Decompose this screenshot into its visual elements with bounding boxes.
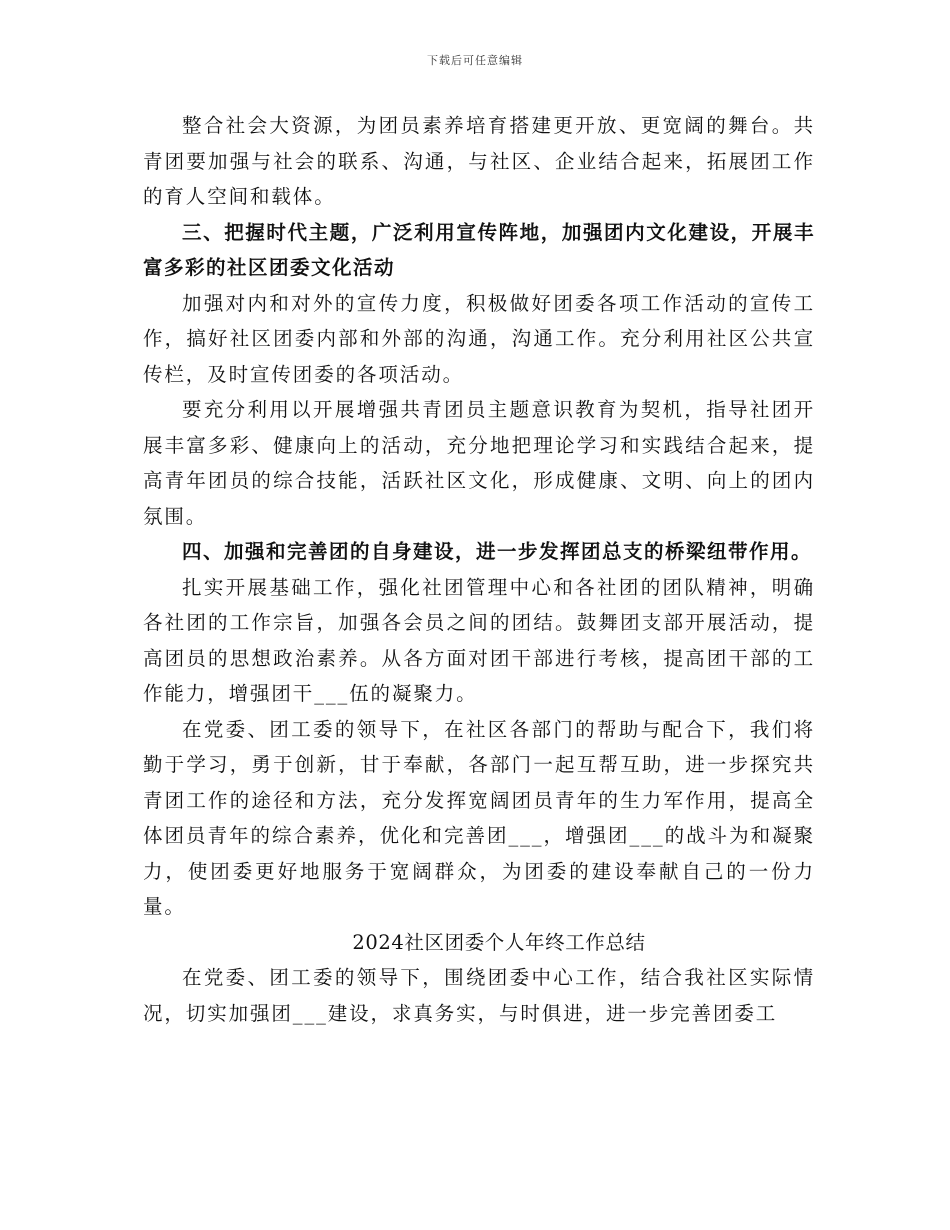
document-body: [143, 108, 815, 1031]
document-title: 2024社区团委个人年终工作总结: [352, 930, 646, 954]
paragraph-activities: 要充分利用以开展增强共青团员主题意识教育为契机，指导社团开展丰富多彩、健康向上的活动，充分地把理论学习和实践结合起来，提高青年团员的综合技能，活跃社区文化，形成健康、文明、向上的团内氛围。: [143, 398, 815, 528]
paragraph-publicity: 加强对内和对外的宣传力度，积极做好团委各项工作活动的宣传工作，搞好社区团委内部和外部的沟通，沟通工作。充分利用社区公共宣传栏，及时宣传团委的各项活动。: [143, 291, 815, 386]
paragraph-foundation: 扎实开展基础工作，强化社团管理中心和各社团的团队精神，明确各社团的工作宗旨，加强各会员之间的团结。鼓舞团支部开展活动，提高团员的思想政治素养。从各方面对团干部进行考核，提高团干部的工作能力，增强团干___伍的凝聚力。: [143, 575, 815, 705]
paragraph-intro: 在党委、团工委的领导下，围绕团委中心工作，结合我社区实际情况，切实加强团___建设，求真务实，与时俱进，进一步完善团委工: [143, 966, 815, 1025]
section-heading-3: 三、把握时代主题，广泛利用宣传阵地，加强团内文化建设，开展丰富多彩的社区团委文化活动: [143, 220, 815, 279]
section-heading-4: 四、加强和完善团的自身建设，进一步发挥团总支的桥梁纽带作用。: [182, 540, 813, 563]
page-header: 下载后可任意编辑: [427, 54, 523, 67]
paragraph-conclusion: 在党委、团工委的领导下，在社区各部门的帮助与配合下，我们将勤于学习，勇于创新，甘于奉献，各部门一起互帮互助，进一步探究共青团工作的途径和方法，充分发挥宽阔团员青年的生力军作用，提高全体团员青年的综合素养，优化和完善团___，增强团___的战斗为和凝聚力，使团委更好地服务于宽阔群众，为团委的建设奉献自己的一份力量。: [143, 717, 815, 918]
paragraph-resources: 整合社会大资源，为团员素养培育搭建更开放、更宽阔的舞台。共青团要加强与社会的联系、沟通，与社区、企业结合起来，拓展团工作的育人空间和载体。: [143, 114, 815, 208]
